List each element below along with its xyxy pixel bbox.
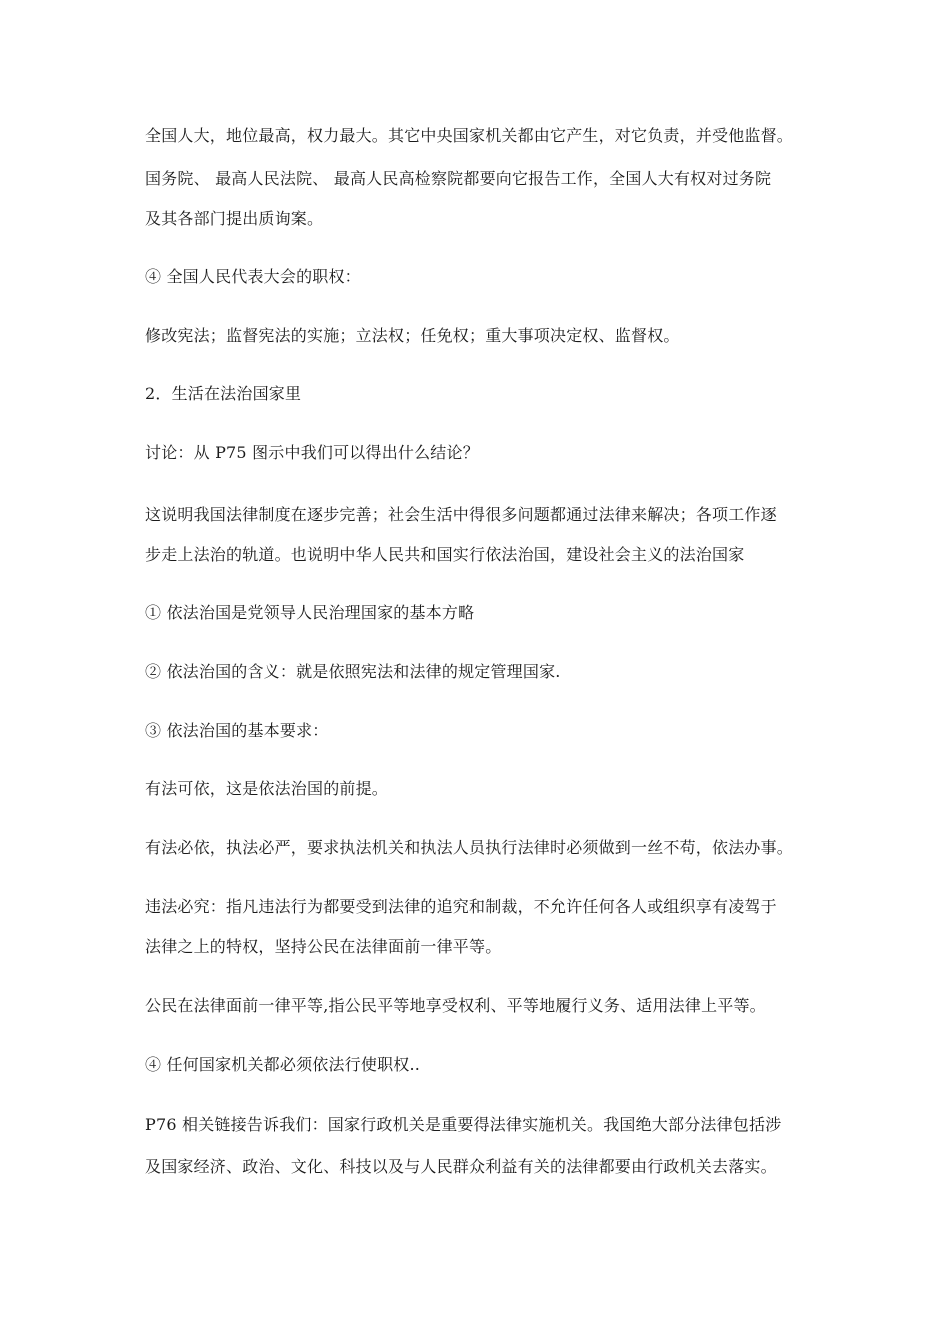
section-heading: 2．生活在法治国家里 [145, 384, 302, 403]
paragraph-line: 国务院、 最高人民法院、 最高人民高检察院都要向它报告工作，全国人大有权对过务院 [145, 169, 772, 188]
paragraph-line: 及国家经济、政治、文化、科技以及与人民群众利益有关的法律都要由行政机关去落实。 [145, 1157, 777, 1176]
paragraph-line: P76 相关链接告诉我们：国家行政机关是重要得法律实施机关。我国绝大部分法律包括涉 [145, 1115, 782, 1134]
discussion-question: 讨论：从 P75 图示中我们可以得出什么结论？ [145, 443, 479, 462]
paragraph-line: 这说明我国法律制度在逐步完善；社会生活中得很多问题都通过法律来解决；各项工作逐 [145, 505, 777, 524]
list-item-line: ④ 全国人民代表大会的职权： [145, 267, 361, 286]
paragraph-line: 有法必依，执法必严，要求执法机关和执法人员执行法律时必须做到一丝不苟，依法办事。 [145, 838, 794, 857]
list-item-line: ① 依法治国是党领导人民治理国家的基本方略 [145, 603, 475, 622]
paragraph-line: 违法必究：指凡违法行为都要受到法律的追究和制裁，不允许任何各人或组织享有凌驾于 [145, 897, 777, 916]
paragraph-line: 全国人大，地位最高，权力最大。其它中央国家机关都由它产生，对它负责，并受他监督。 [145, 126, 794, 145]
list-item-line: ② 依法治国的含义：就是依照宪法和法律的规定管理国家. [145, 662, 561, 681]
paragraph-line: 步走上法治的轨道。也说明中华人民共和国实行依法治国，建设社会主义的法治国家 [145, 545, 745, 564]
paragraph-line: 公民在法律面前一律平等,指公民平等地享受权利、平等地履行义务、适用法律上平等。 [145, 996, 766, 1015]
paragraph-line: 及其各部门提出质询案。 [145, 209, 324, 228]
paragraph-line: 修改宪法；监督宪法的实施；立法权；任免权；重大事项决定权、监督权。 [145, 326, 680, 345]
list-item-line: ③ 依法治国的基本要求： [145, 721, 329, 740]
list-item-line: ④ 任何国家机关都必须依法行使职权.. [145, 1055, 421, 1074]
paragraph-line: 有法可依，这是依法治国的前提。 [145, 779, 389, 798]
paragraph-line: 法律之上的特权，坚持公民在法律面前一律平等。 [145, 937, 502, 956]
